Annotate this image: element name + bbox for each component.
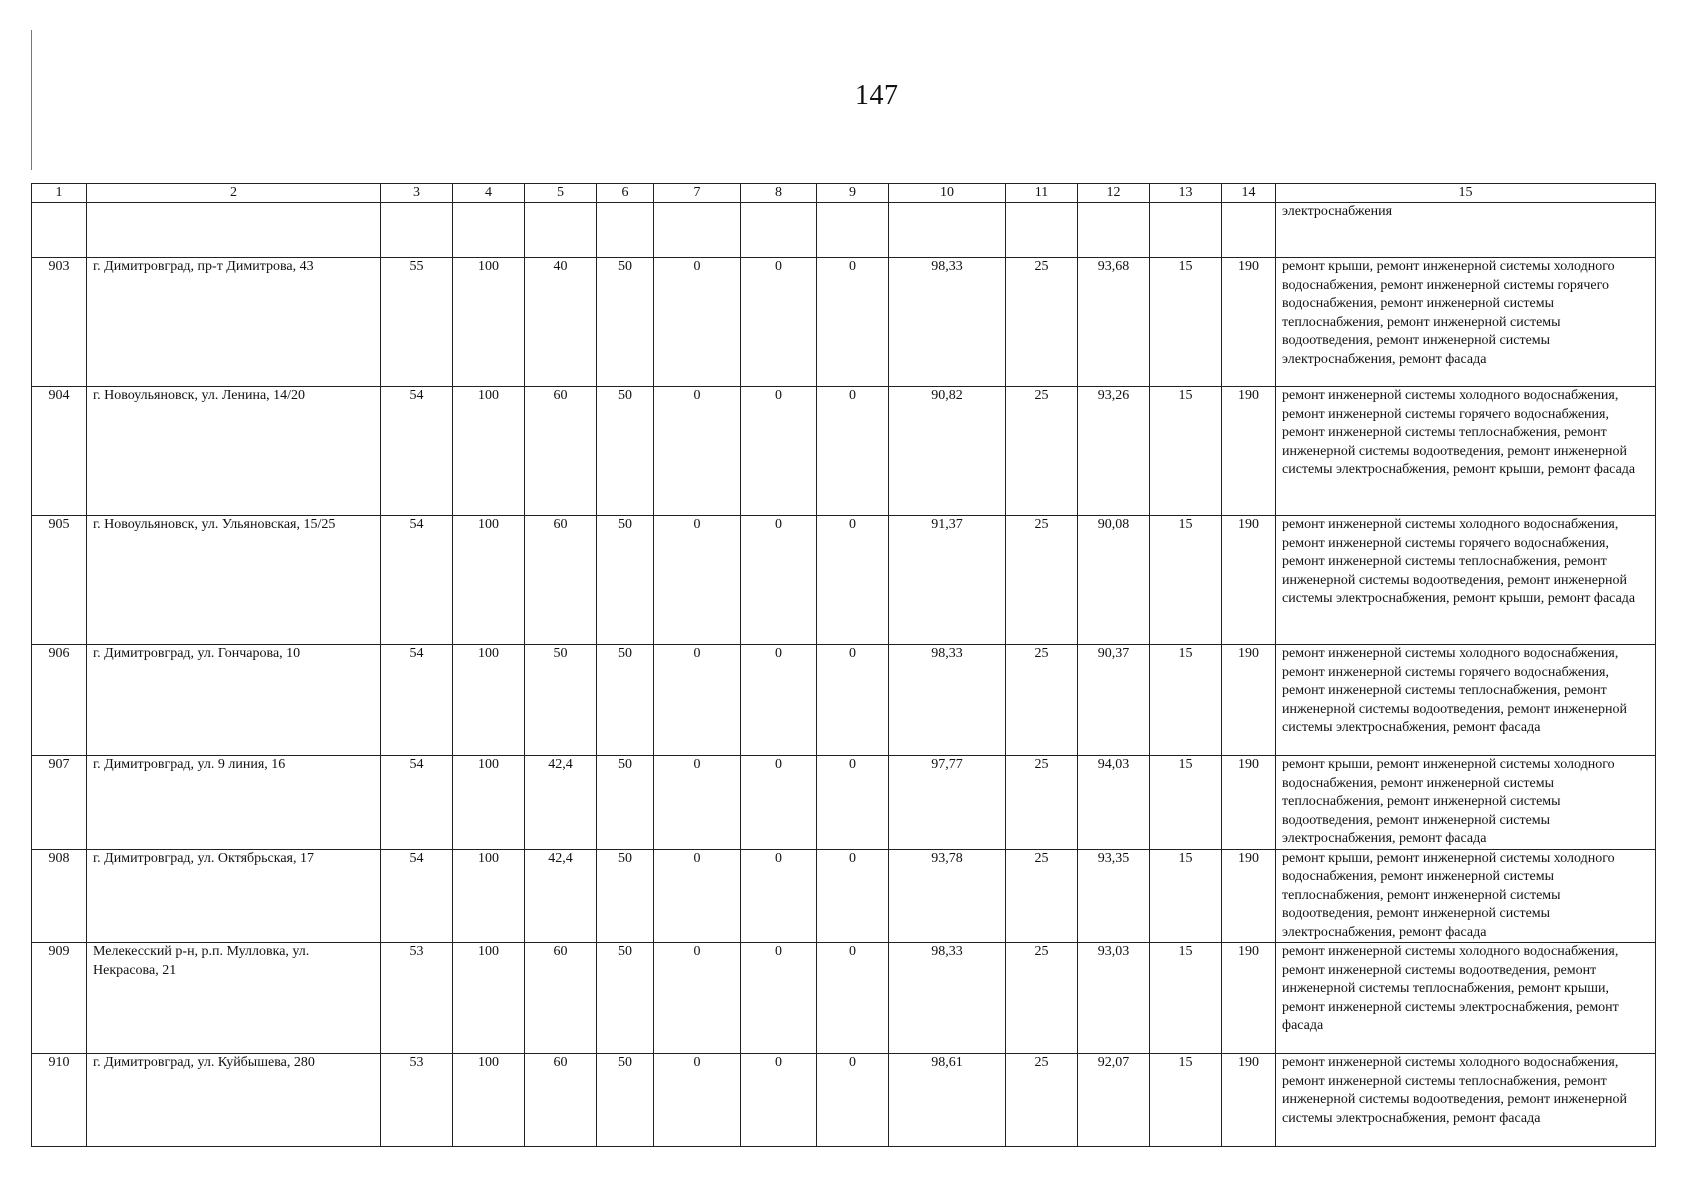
column-header: 3 bbox=[381, 184, 453, 203]
address-cell: г. Димитровград, пр-т Димитрова, 43 bbox=[87, 258, 381, 387]
value-cell: 60 bbox=[525, 943, 597, 1054]
value-cell: 54 bbox=[381, 756, 453, 850]
value-cell: 190 bbox=[1222, 849, 1276, 943]
value-cell: 0 bbox=[817, 943, 889, 1054]
value-cell: 25 bbox=[1006, 516, 1078, 645]
value-cell: 100 bbox=[453, 1054, 525, 1147]
value-cell: 0 bbox=[654, 387, 741, 516]
value-cell: 0 bbox=[741, 1054, 817, 1147]
page-number: 147 bbox=[855, 80, 899, 111]
column-header: 15 bbox=[1276, 184, 1656, 203]
value-cell: 54 bbox=[381, 849, 453, 943]
value-cell: 0 bbox=[817, 258, 889, 387]
column-header: 9 bbox=[817, 184, 889, 203]
value-cell: 53 bbox=[381, 1054, 453, 1147]
value-cell: 94,03 bbox=[1078, 756, 1150, 850]
value-cell: 98,33 bbox=[889, 943, 1006, 1054]
value-cell: 60 bbox=[525, 516, 597, 645]
value-cell: 190 bbox=[1222, 943, 1276, 1054]
value-cell: 0 bbox=[741, 943, 817, 1054]
value-cell: 97,77 bbox=[889, 756, 1006, 850]
value-cell: 93,03 bbox=[1078, 943, 1150, 1054]
column-header: 7 bbox=[654, 184, 741, 203]
value-cell: 0 bbox=[654, 258, 741, 387]
value-cell: 100 bbox=[453, 258, 525, 387]
value-cell: 15 bbox=[1150, 645, 1222, 756]
address-cell: г. Новоульяновск, ул. Ульяновская, 15/25 bbox=[87, 516, 381, 645]
works-cell: ремонт инженерной системы холодного водоснабжения, ремонт инженерной системы теплоснабжения, ремонт инженерной системы водоотведения, ремонт инженерной системы электроснабжения, ремонт фасада bbox=[1276, 1054, 1656, 1147]
column-header: 4 bbox=[453, 184, 525, 203]
value-cell: 0 bbox=[817, 387, 889, 516]
value-cell: 54 bbox=[381, 516, 453, 645]
address-cell: г. Димитровград, ул. Октябрьская, 17 bbox=[87, 849, 381, 943]
value-cell: 60 bbox=[525, 387, 597, 516]
value-cell: 190 bbox=[1222, 387, 1276, 516]
value-cell: 0 bbox=[817, 645, 889, 756]
row-number-cell: 908 bbox=[32, 849, 87, 943]
value-cell: 90,37 bbox=[1078, 645, 1150, 756]
value-cell: 50 bbox=[597, 645, 654, 756]
value-cell: 15 bbox=[1150, 516, 1222, 645]
value-cell: 25 bbox=[1006, 1054, 1078, 1147]
table-row bbox=[32, 1054, 1656, 1147]
value-cell: 42,4 bbox=[525, 756, 597, 850]
value-cell: 90,08 bbox=[1078, 516, 1150, 645]
value-cell: 60 bbox=[525, 1054, 597, 1147]
value-cell: 50 bbox=[597, 516, 654, 645]
row-number-cell: 905 bbox=[32, 516, 87, 645]
table-row bbox=[32, 516, 1656, 645]
value-cell: 50 bbox=[597, 943, 654, 1054]
value-cell: 190 bbox=[1222, 756, 1276, 850]
continuation-row bbox=[32, 203, 1656, 258]
column-header: 10 bbox=[889, 184, 1006, 203]
value-cell: 0 bbox=[817, 849, 889, 943]
address-cell: г. Димитровград, ул. Гончарова, 10 bbox=[87, 645, 381, 756]
value-cell: 25 bbox=[1006, 756, 1078, 850]
works-cell: ремонт инженерной системы холодного водоснабжения, ремонт инженерной системы водоотведения, ремонт инженерной системы теплоснабжения, ремонт крыши, ремонт инженерной системы электроснабжения, ремонт фасада bbox=[1276, 943, 1656, 1054]
row-number-cell: 910 bbox=[32, 1054, 87, 1147]
value-cell: 98,33 bbox=[889, 645, 1006, 756]
value-cell: 15 bbox=[1150, 756, 1222, 850]
column-header: 13 bbox=[1150, 184, 1222, 203]
column-header: 14 bbox=[1222, 184, 1276, 203]
value-cell: 55 bbox=[381, 258, 453, 387]
table-row bbox=[32, 645, 1656, 756]
row-number-cell: 903 bbox=[32, 258, 87, 387]
column-header: 6 bbox=[597, 184, 654, 203]
value-cell: 0 bbox=[817, 516, 889, 645]
value-cell: 93,26 bbox=[1078, 387, 1150, 516]
value-cell: 15 bbox=[1150, 387, 1222, 516]
column-number-row bbox=[32, 184, 1656, 203]
value-cell: 100 bbox=[453, 387, 525, 516]
works-cell: электроснабжения bbox=[1276, 203, 1656, 258]
works-cell: ремонт инженерной системы холодного водоснабжения, ремонт инженерной системы горячего водоснабжения, ремонт инженерной системы теплоснабжения, ремонт инженерной системы водоотведения, ремонт инженерной системы электроснабжения, ремонт крыши, ремонт фасада bbox=[1276, 387, 1656, 516]
value-cell: 190 bbox=[1222, 516, 1276, 645]
value-cell: 100 bbox=[453, 516, 525, 645]
value-cell: 15 bbox=[1150, 258, 1222, 387]
value-cell: 90,82 bbox=[889, 387, 1006, 516]
table-row bbox=[32, 387, 1656, 516]
works-cell: ремонт крыши, ремонт инженерной системы холодного водоснабжения, ремонт инженерной системы теплоснабжения, ремонт инженерной системы водоотведения, ремонт инженерной системы электроснабжения, ремонт фасада bbox=[1276, 756, 1656, 850]
table-row bbox=[32, 849, 1656, 943]
value-cell: 0 bbox=[741, 645, 817, 756]
value-cell: 190 bbox=[1222, 645, 1276, 756]
table-row bbox=[32, 943, 1656, 1054]
value-cell: 54 bbox=[381, 645, 453, 756]
value-cell: 0 bbox=[654, 645, 741, 756]
value-cell: 25 bbox=[1006, 645, 1078, 756]
value-cell: 50 bbox=[597, 258, 654, 387]
value-cell: 50 bbox=[525, 645, 597, 756]
works-cell: ремонт инженерной системы холодного водоснабжения, ремонт инженерной системы горячего водоснабжения, ремонт инженерной системы теплоснабжения, ремонт инженерной системы водоотведения, ремонт инженерной системы электроснабжения, ремонт крыши, ремонт фасада bbox=[1276, 516, 1656, 645]
value-cell: 93,68 bbox=[1078, 258, 1150, 387]
column-header: 2 bbox=[87, 184, 381, 203]
address-cell: Мелекесский р-н, р.п. Мулловка, ул. Некрасова, 21 bbox=[87, 943, 381, 1054]
column-header: 5 bbox=[525, 184, 597, 203]
value-cell: 93,78 bbox=[889, 849, 1006, 943]
works-cell: ремонт инженерной системы холодного водоснабжения, ремонт инженерной системы горячего водоснабжения, ремонт инженерной системы теплоснабжения, ремонт инженерной системы водоотведения, ремонт инженерной системы электроснабжения, ремонт фасада bbox=[1276, 645, 1656, 756]
repair-program-table bbox=[31, 183, 1656, 1147]
value-cell: 0 bbox=[654, 849, 741, 943]
value-cell: 25 bbox=[1006, 387, 1078, 516]
value-cell: 98,33 bbox=[889, 258, 1006, 387]
address-cell: г. Димитровград, ул. 9 линия, 16 bbox=[87, 756, 381, 850]
value-cell: 50 bbox=[597, 849, 654, 943]
address-cell: г. Димитровград, ул. Куйбышева, 280 bbox=[87, 1054, 381, 1147]
works-cell: ремонт крыши, ремонт инженерной системы холодного водоснабжения, ремонт инженерной системы горячего водоснабжения, ремонт инженерной системы теплоснабжения, ремонт инженерной системы водоотведения, ремонт инженерной системы электроснабжения, ремонт фасада bbox=[1276, 258, 1656, 387]
value-cell: 0 bbox=[741, 258, 817, 387]
column-header: 12 bbox=[1078, 184, 1150, 203]
column-header: 11 bbox=[1006, 184, 1078, 203]
value-cell: 100 bbox=[453, 849, 525, 943]
value-cell: 15 bbox=[1150, 1054, 1222, 1147]
value-cell: 25 bbox=[1006, 943, 1078, 1054]
value-cell: 91,37 bbox=[889, 516, 1006, 645]
value-cell: 54 bbox=[381, 387, 453, 516]
value-cell: 100 bbox=[453, 645, 525, 756]
value-cell: 190 bbox=[1222, 1054, 1276, 1147]
address-cell: г. Новоульяновск, ул. Ленина, 14/20 bbox=[87, 387, 381, 516]
value-cell: 0 bbox=[654, 516, 741, 645]
value-cell: 100 bbox=[453, 943, 525, 1054]
value-cell: 53 bbox=[381, 943, 453, 1054]
row-number-cell: 906 bbox=[32, 645, 87, 756]
value-cell: 50 bbox=[597, 1054, 654, 1147]
value-cell: 0 bbox=[741, 849, 817, 943]
value-cell: 0 bbox=[741, 516, 817, 645]
value-cell: 15 bbox=[1150, 849, 1222, 943]
works-cell: ремонт крыши, ремонт инженерной системы холодного водоснабжения, ремонт инженерной системы теплоснабжения, ремонт инженерной системы водоотведения, ремонт инженерной системы электроснабжения, ремонт фасада bbox=[1276, 849, 1656, 943]
value-cell: 0 bbox=[654, 1054, 741, 1147]
value-cell: 25 bbox=[1006, 258, 1078, 387]
table-row bbox=[32, 258, 1656, 387]
value-cell: 0 bbox=[741, 756, 817, 850]
value-cell: 0 bbox=[817, 756, 889, 850]
value-cell: 25 bbox=[1006, 849, 1078, 943]
value-cell: 100 bbox=[453, 756, 525, 850]
column-header: 1 bbox=[32, 184, 87, 203]
value-cell: 93,35 bbox=[1078, 849, 1150, 943]
value-cell: 0 bbox=[654, 756, 741, 850]
value-cell: 50 bbox=[597, 387, 654, 516]
row-number-cell: 907 bbox=[32, 756, 87, 850]
value-cell: 0 bbox=[817, 1054, 889, 1147]
value-cell: 40 bbox=[525, 258, 597, 387]
value-cell: 0 bbox=[654, 943, 741, 1054]
left-margin-line bbox=[31, 30, 32, 170]
value-cell: 92,07 bbox=[1078, 1054, 1150, 1147]
value-cell: 42,4 bbox=[525, 849, 597, 943]
value-cell: 50 bbox=[597, 756, 654, 850]
value-cell: 190 bbox=[1222, 258, 1276, 387]
row-number-cell: 909 bbox=[32, 943, 87, 1054]
column-header: 8 bbox=[741, 184, 817, 203]
value-cell: 0 bbox=[741, 387, 817, 516]
value-cell: 15 bbox=[1150, 943, 1222, 1054]
row-number-cell: 904 bbox=[32, 387, 87, 516]
table-row bbox=[32, 756, 1656, 850]
value-cell: 98,61 bbox=[889, 1054, 1006, 1147]
